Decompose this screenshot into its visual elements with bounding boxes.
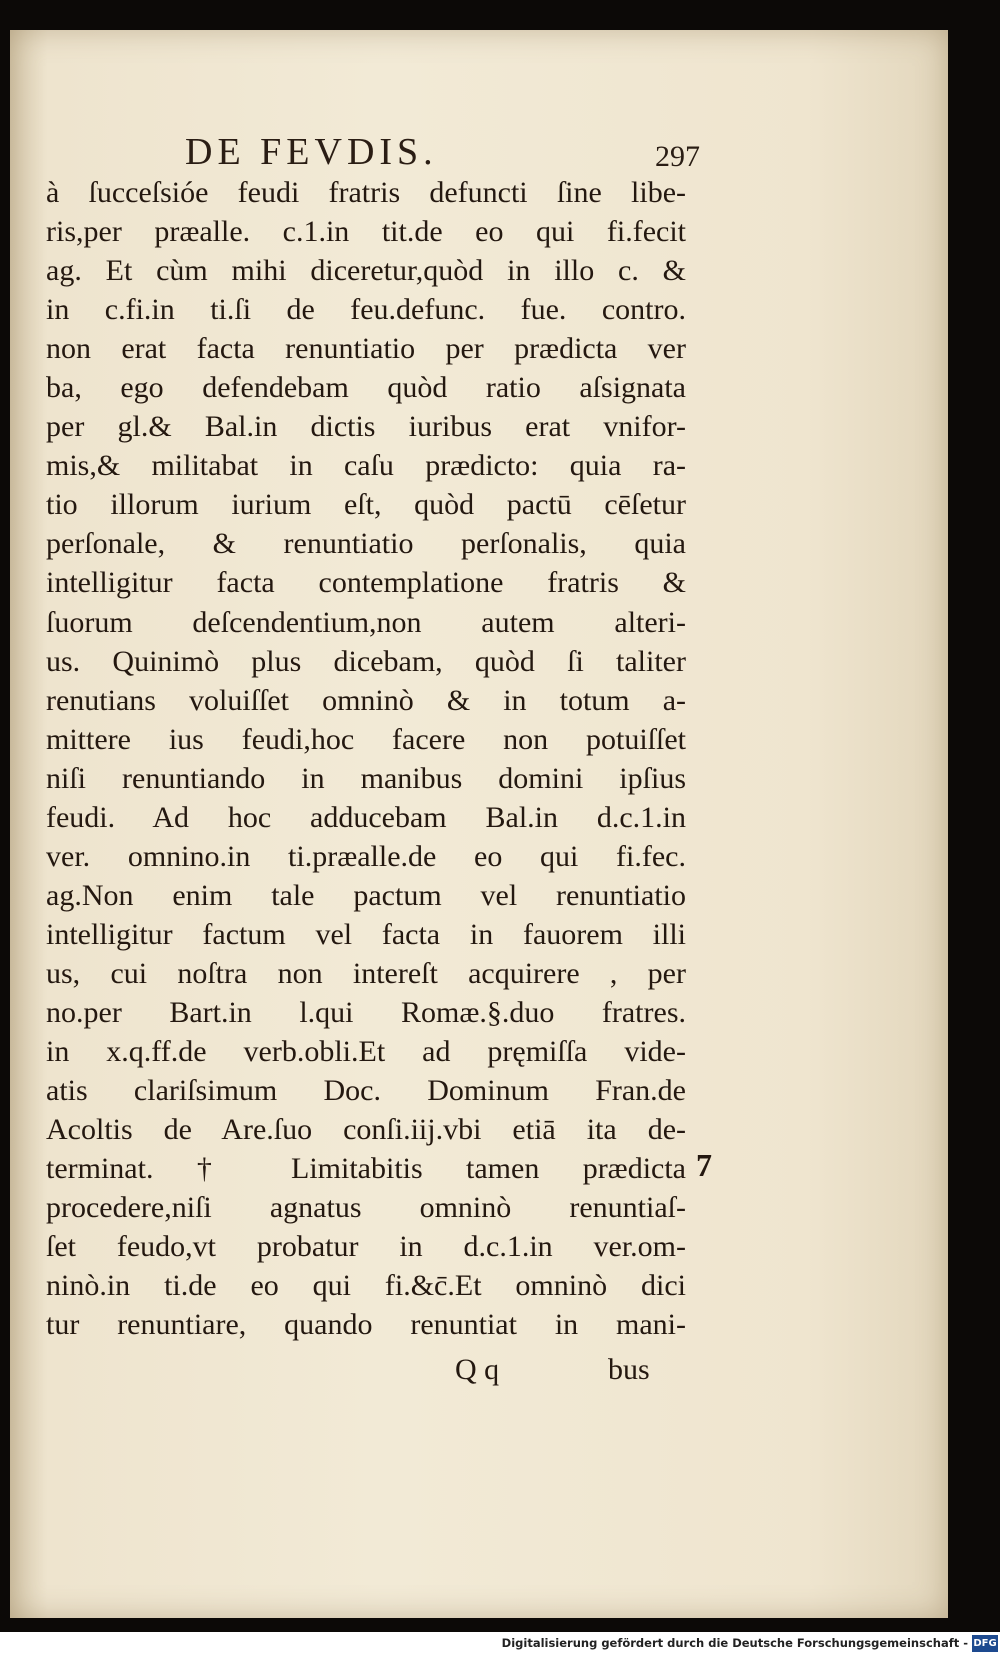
page-number: 297	[655, 140, 700, 173]
text-line: mittere ius feudi,hoc facere non potuiſſet	[46, 722, 686, 756]
text-line: ver. omnino.in ti.præalle.de eo qui fi.fec.	[46, 839, 686, 873]
text-line: ag. Et cùm mihi diceretur,quòd in illo c. &	[46, 254, 686, 288]
text-line: no.per Bart.in l.qui Romæ.§.duo fratres.	[46, 995, 686, 1029]
body-text	[46, 173, 686, 1344]
footer-bar	[0, 1632, 1000, 1657]
funding-credit: Digitalisierung gefördert durch die Deutsche Forschungsgemeinschaft -	[501, 1636, 968, 1650]
text-line: non erat facta renuntiatio per prædicta ver	[46, 332, 686, 366]
text-line: ba, ego defendebam quòd ratio aſsignata	[46, 371, 686, 405]
book-page	[10, 30, 948, 1618]
text-line: per gl.& Bal.in dictis iuribus erat vnifor-	[46, 410, 686, 444]
text-line: perſonale, & renuntiatio perſonalis, quia	[46, 527, 686, 561]
text-line: Acoltis de Are.ſuo conſi.iij.vbi etiā ita de-	[46, 1113, 686, 1147]
text-line: procedere,niſi agnatus omninò renuntiaſ-	[46, 1191, 686, 1225]
text-line: tur renuntiare, quando renuntiat in mani-	[46, 1308, 686, 1342]
text-line: niſi renuntiando in manibus domini ipſius	[46, 761, 686, 795]
text-line: intelligitur factum vel facta in fauorem illi	[46, 917, 686, 951]
text-line: in x.q.ff.de verb.obli.Et ad pręmiſſa vide-	[46, 1035, 686, 1069]
text-line: feudi. Ad hoc adducebam Bal.in d.c.1.in	[46, 800, 686, 834]
signature-mark: Q q	[455, 1353, 500, 1386]
text-line: renutians voluiſſet omninò & in totum a-	[46, 683, 686, 717]
text-line: mis,& militabat in caſu prædicto: quia ra-	[46, 449, 686, 483]
text-line: ris,per præalle. c.1.in tit.de eo qui fi.fecit	[46, 215, 686, 249]
text-line: ſuorum deſcendentium,non autem alteri-	[46, 605, 686, 639]
text-line: us, cui noſtra non intereſt acquirere , per	[46, 956, 686, 990]
text-line: tio illorum iurium eſt, quòd pactū cēſetur	[46, 488, 686, 522]
margin-note-number: 7	[696, 1147, 712, 1183]
text-line: ſet feudo,vt probatur in d.c.1.in ver.om-	[46, 1230, 686, 1264]
dfg-logo-icon: DFG	[972, 1635, 998, 1652]
text-line: ninò.in ti.de eo qui fi.&c̄.Et omninò dici	[46, 1269, 686, 1303]
running-header: DE FEVDIS.	[185, 131, 438, 173]
text-line: à ſucceſsióe feudi fratris defuncti ſine libe-	[46, 176, 686, 209]
catchword: bus	[608, 1353, 650, 1386]
text-line: atis clariſsimum Doc. Dominum Fran.de	[46, 1074, 686, 1108]
text-line: intelligitur facta contemplatione fratris &	[46, 566, 686, 600]
text-line: us. Quinimò plus dicebam, quòd ſi taliter	[46, 644, 686, 678]
text-line: terminat. † Limitabitis tamen prædicta	[46, 1152, 686, 1186]
text-line: in c.fi.in ti.ſi de feu.defunc. fue. contro.	[46, 293, 686, 327]
text-line: ag.Non enim tale pactum vel renuntiatio	[46, 878, 686, 912]
